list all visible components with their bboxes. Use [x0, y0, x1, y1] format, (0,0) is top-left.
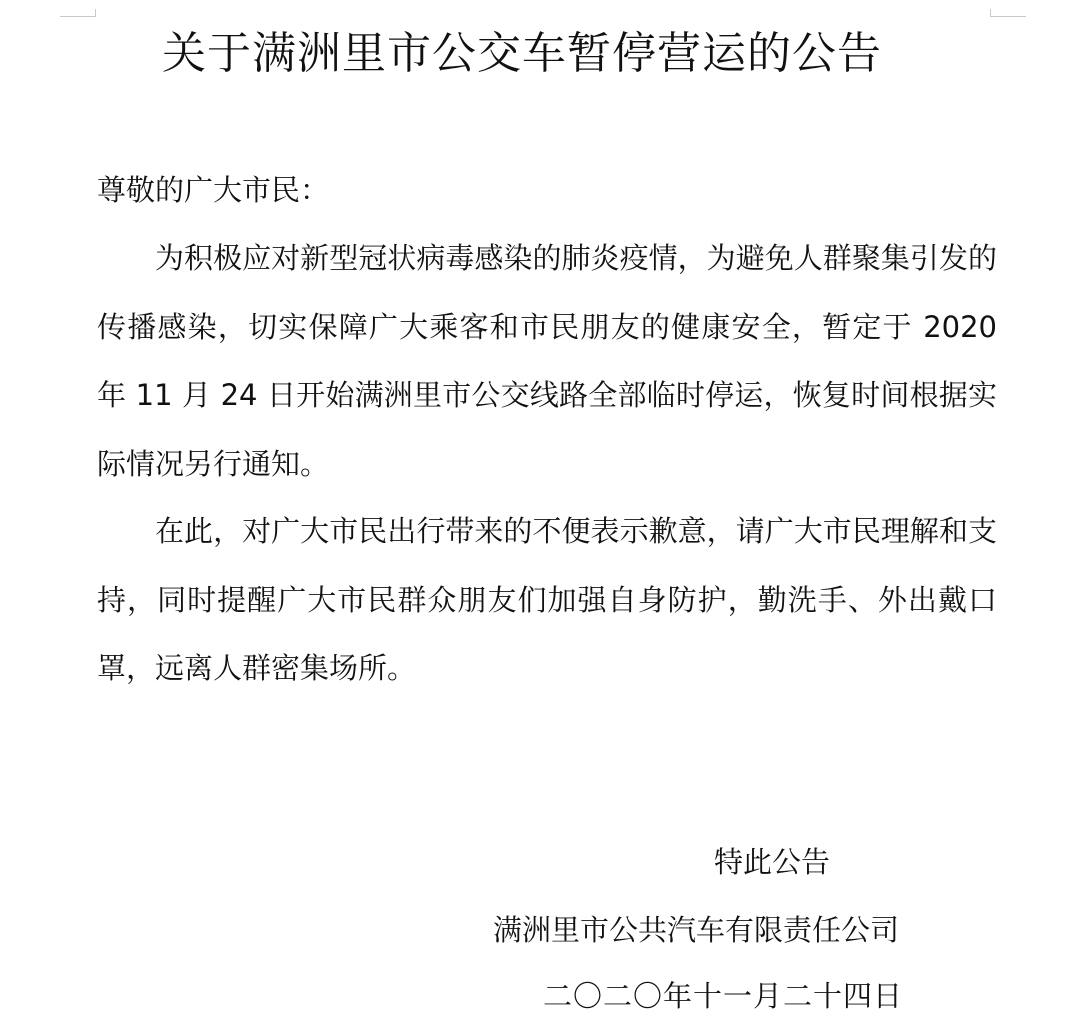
body-paragraph-1: 为积极应对新型冠状病毒感染的肺炎疫情，为避免人群聚集引发的传播感染，切实保障广大乘客和市民朋友的健康安全，暂定于 2020 年 11 月 24 日开始满洲里市公交线路全部临时停运，恢复时间根据实际情况另行通知。 — [97, 241, 997, 481]
body-paragraph-2: 在此，对广大市民出行带来的不便表示歉意，请广大市民理解和支持，同时提醒广大市民群众朋友们加强自身防护，勤洗手、外出戴口罩，远离人群密集场所。 — [97, 514, 997, 685]
crop-mark-left — [60, 16, 96, 17]
salutation: 尊敬的广大市民： — [97, 173, 330, 207]
closing-notice: 特此公告 — [714, 845, 831, 879]
issue-date: 二〇二〇年十一月二十四日 — [543, 979, 904, 1013]
issuing-organization: 满洲里市公共汽车有限责任公司 — [493, 913, 900, 947]
crop-mark-right — [990, 16, 1026, 17]
document-title: 关于满洲里市公交车暂停营运的公告 — [162, 28, 882, 79]
